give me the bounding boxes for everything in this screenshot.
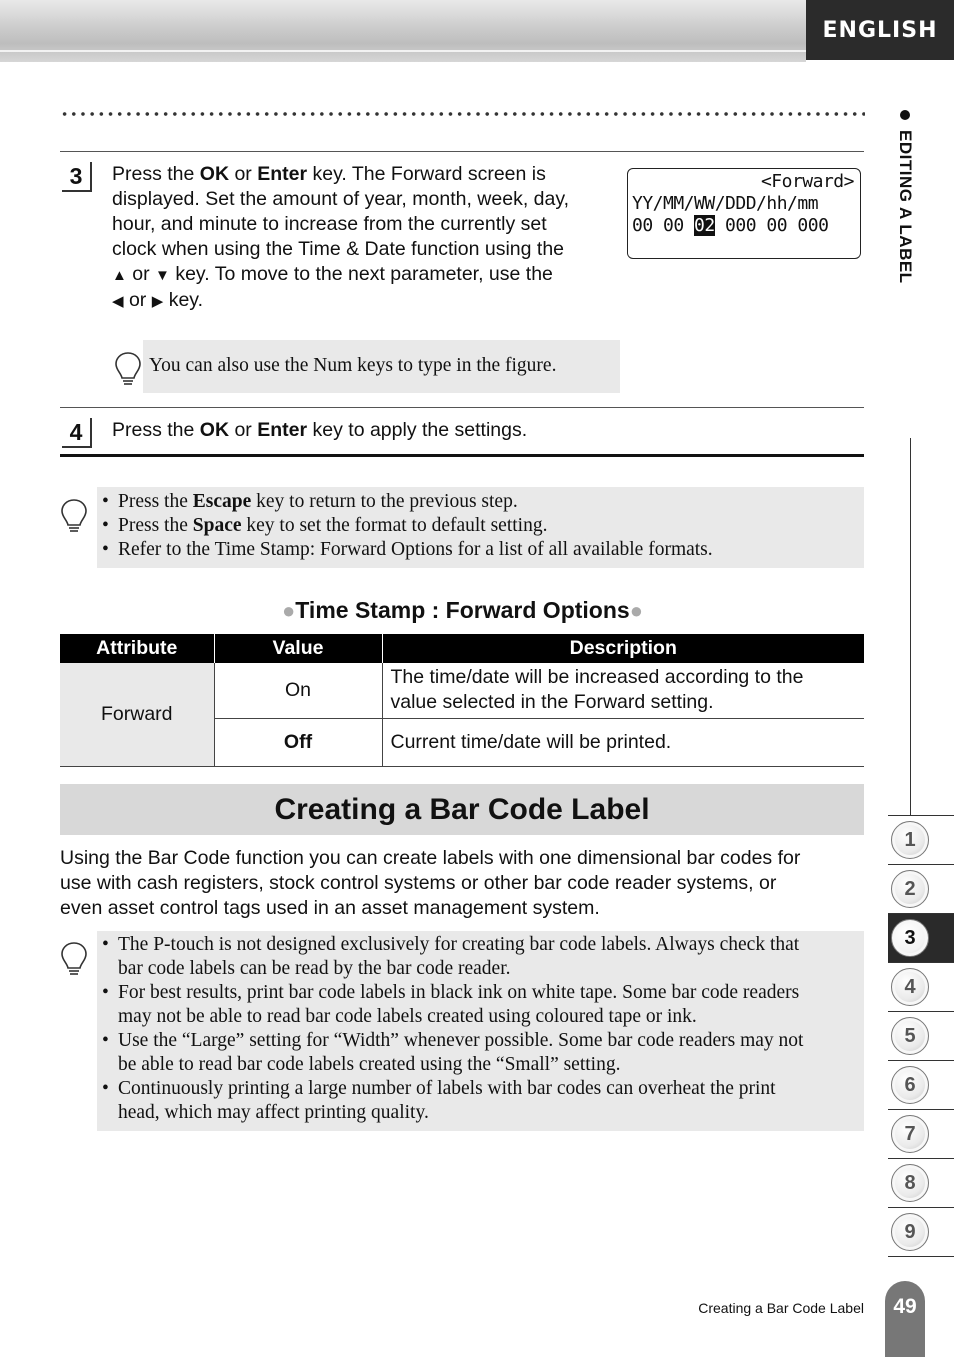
table-header-row <box>60 634 864 663</box>
right-arrow-icon: ▶ <box>151 293 164 310</box>
chapter-number: 5 <box>891 1017 929 1055</box>
bullet-icon: ● <box>282 598 296 623</box>
lcd-cursor: 02 <box>694 215 715 236</box>
options-table-title: ●Time Stamp : Forward Options● <box>282 597 643 623</box>
chapter-tab-6[interactable] <box>888 1060 954 1109</box>
bullet-icon: ● <box>629 598 643 623</box>
description-cell: The time/date will be increased according to the value selected in the Forward setting. <box>382 663 864 718</box>
value-cell: On <box>214 663 382 718</box>
intro-paragraph: Using the Bar Code function you can create labels with one dimensional bar codes for use with cash registers, stock control systems or other bar code reader systems, or even asset control tags used in an asset management system. <box>60 847 801 919</box>
left-arrow-icon: ◀ <box>112 293 124 310</box>
language-label: ENGLISH <box>822 17 938 43</box>
chapter-tab-3[interactable] <box>888 913 954 962</box>
hint-item: • Press the Escape key to return to the previous step. <box>102 491 518 512</box>
section-heading: Creating a Bar Code Label <box>60 784 864 835</box>
column-header: Description <box>382 634 864 663</box>
chapter-tab-2[interactable] <box>888 864 954 913</box>
step-divider <box>60 151 864 152</box>
lcd-forward-screen <box>627 168 861 259</box>
column-header: Attribute <box>60 634 214 663</box>
chapter-tab-5[interactable] <box>888 1011 954 1060</box>
chapter-tab-9[interactable] <box>888 1207 954 1257</box>
step-divider <box>60 407 864 408</box>
steps-end-rule <box>60 454 864 457</box>
attribute-cell: Forward <box>60 663 214 766</box>
hint-item: • Use the “Large” setting for “Width” whenever possible. Some bar code readers may not be able to read bar code labels created using the “Small” setting. <box>102 1030 804 1075</box>
chapter-number: 9 <box>891 1213 929 1251</box>
language-tab <box>806 0 954 60</box>
column-header: Value <box>214 634 382 663</box>
side-section-tab <box>893 110 917 330</box>
chapter-tab-4[interactable] <box>888 962 954 1011</box>
step-number-3: 3 <box>62 162 92 192</box>
chapter-number: 7 <box>891 1115 929 1153</box>
bullet-icon <box>900 110 910 120</box>
hint-item: • The P-touch is not designed exclusively for creating bar code labels. Always check that bar code labels can be read by the bar code reader. <box>102 934 800 979</box>
hint-item: • Press the Space key to set the format to default setting. <box>102 515 548 536</box>
forward-options-table <box>60 634 864 767</box>
lcd-labels: YY/MM/WW/DDD/hh/mm <box>632 193 819 214</box>
step-3-hint <box>143 340 620 393</box>
hint-item: • Refer to the Time Stamp: Forward Options for a list of all available formats. <box>102 539 713 560</box>
chapter-number: 3 <box>891 919 929 957</box>
step-4-text: Press the OK or Enter key to apply the settings. <box>112 419 528 441</box>
hint-block-barcode <box>97 931 864 1131</box>
lcd-values: 00 00 02 000 00 000 <box>632 215 829 236</box>
chapter-tab-1[interactable] <box>888 815 954 864</box>
chapter-tab-7[interactable] <box>888 1109 954 1158</box>
side-section-label: EDITING A LABEL <box>896 130 915 284</box>
up-arrow-icon: ▲ <box>112 267 127 284</box>
description-cell: Current time/date will be printed. <box>382 718 864 766</box>
chapter-number: 2 <box>891 870 929 908</box>
running-footer-title: Creating a Bar Code Label <box>698 1300 864 1316</box>
table-row <box>60 663 864 718</box>
dotted-divider <box>60 111 865 117</box>
lcd-title: <Forward> <box>760 171 854 192</box>
step-3-text: Press the OK or Enter key. The Forward screen is displayed. Set the amount of year, month, week, day, hour, and minute to increase from the currently set clock when using the Time & Date function using the ▲ or ▼ key. To move to the next parameter, use the ◀ or ▶ key. <box>112 163 570 311</box>
chapter-number: 4 <box>891 968 929 1006</box>
lightbulb-icon <box>59 497 89 537</box>
lightbulb-icon <box>113 350 143 390</box>
chapter-tab-8[interactable] <box>888 1158 954 1207</box>
down-arrow-icon: ▼ <box>155 267 170 284</box>
hint-item: • Continuously printing a large number of labels with bar codes can overheat the print head, which may affect printing quality. <box>102 1078 776 1123</box>
chapter-number: 6 <box>891 1066 929 1104</box>
header-band <box>0 0 806 62</box>
page-number-tab <box>885 1281 925 1357</box>
side-divider <box>910 438 911 816</box>
chapter-index <box>888 815 954 1257</box>
lightbulb-icon <box>59 940 89 980</box>
hint-block-escape-space <box>97 487 864 568</box>
value-cell: Off <box>214 718 382 766</box>
chapter-number: 1 <box>891 821 929 859</box>
page-number: 49 <box>893 1295 917 1318</box>
step-number-4: 4 <box>62 418 92 448</box>
hint-text: You can also use the Num keys to type in the figure. <box>149 355 557 376</box>
hint-item: • For best results, print bar code labels in black ink on white tape. Some bar code readers may not be able to read bar code labels created using coloured tape or ink. <box>102 982 800 1027</box>
chapter-number: 8 <box>891 1164 929 1202</box>
